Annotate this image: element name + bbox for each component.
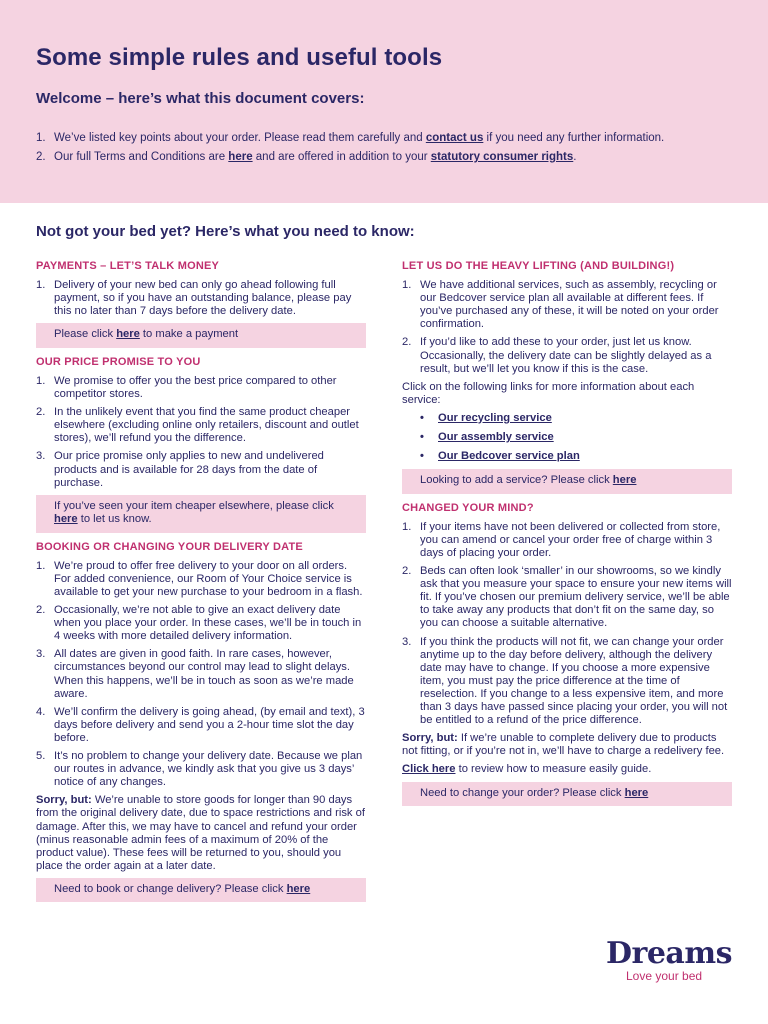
- payments-list: [36, 279, 366, 318]
- service-callout: Looking to add a service? Please click here: [402, 469, 732, 494]
- list-item: 1. We promise to offer you the best price compared to other competitor stores.: [36, 374, 337, 401]
- price-callout: If you’ve seen your item cheaper elsewhere, please click here to let us know.: [36, 495, 366, 533]
- price-here-link[interactable]: here: [54, 513, 78, 526]
- changed-mind-list: [402, 521, 732, 727]
- services-heading: LET US DO THE HEAVY LIFTING (AND BUILDING!): [402, 260, 675, 272]
- service-links: [420, 412, 732, 463]
- right-column: [402, 260, 732, 814]
- list-item: • Our recycling service: [420, 411, 552, 424]
- section-subheading: Not got your bed yet? Here’s what you need to know:: [36, 223, 415, 240]
- welcome-heading: Welcome – here’s what this document covers:: [36, 90, 365, 107]
- list-item: 1. If your items have not been delivered or collected from store, you can amend or cancel your order free of charge within 3 days of placing your order.: [402, 520, 721, 559]
- logo-tagline: Love your bed: [626, 969, 703, 983]
- list-item: 2. Occasionally, we’re not able to give an exact delivery date when you place your order. In these cases, we’ll be in touch in 4 weeks with more detailed delivery information.: [36, 604, 362, 643]
- changed-mind-heading: CHANGED YOUR MIND?: [402, 501, 534, 514]
- services-list: [402, 279, 732, 376]
- change-delivery-link[interactable]: here: [286, 882, 311, 895]
- change-order-callout: Need to change your order? Please click here: [402, 782, 732, 807]
- left-column: [36, 260, 366, 910]
- list-item: 3. All dates are given in good faith. In rare cases, however, circumstances beyond our control may lead to slight delays. When this happens, we’ll be in touch as soon as we’re made aware.: [36, 648, 354, 700]
- list-item: 3. Our price promise only applies to new and undelivered products and is available for 28 days from the date of purchase.: [36, 450, 324, 489]
- delivery-callout: Need to book or change delivery? Please click here: [36, 878, 366, 903]
- payment-callout: Please click here to make a payment: [36, 323, 366, 348]
- assembly-service-link[interactable]: Our assembly service: [438, 431, 554, 444]
- list-item: 3. If you think the products will not fit, we can change your order anytime up to the day before delivery, although the delivery date may have to change. If you choose a more expensive item, you must pay the price difference at the time of reselection. If you change to a less expensive item, and more than 3 days have passed since placing your order, you will not be entitled to a refund of the price difference.: [402, 635, 728, 727]
- list-item: 1. We’re proud to offer free delivery to your door on all orders. For added convenience, our Room of Your Choice service is available to get your new purchase to your bedroom in a flash.: [36, 559, 363, 598]
- contact-us-link[interactable]: contact us: [425, 132, 484, 144]
- list-item: 2. If you’d like to add these to your order, just let us know. Occasionally, the delivery date can be slightly delayed as a result, but we’ll let you know if this is the case.: [402, 336, 712, 375]
- list-item: 4. We’ll confirm the delivery is going ahead, (by email and text), 3 days before delivery and send you a 2-hour time slot the day before.: [36, 705, 365, 744]
- list-item: 2. Our full Terms and Conditions are here and are offered in addition to your statutory consumer rights.: [36, 151, 577, 163]
- dreams-logo: [606, 936, 736, 983]
- payments-heading: PAYMENTS – LET’S TALK MONEY: [36, 260, 220, 272]
- statutory-rights-link[interactable]: statutory consumer rights: [430, 151, 574, 163]
- page-title: Some simple rules and useful tools: [36, 44, 443, 71]
- change-order-link[interactable]: here: [624, 786, 649, 799]
- list-item: 5. It’s no problem to change your delivery date. Because we plan our routes in advance, we kindly ask that you give us 3 days’ notice of any changes.: [36, 750, 363, 789]
- make-payment-link[interactable]: here: [116, 328, 140, 341]
- list-item: 1. We’ve listed key points about your order. Please read them carefully and contact us if you need any further information.: [36, 132, 665, 144]
- services-intro: Click on the following links for more information about each service:: [402, 380, 695, 406]
- recycling-service-link[interactable]: Our recycling service: [438, 411, 552, 424]
- price-promise-heading: OUR PRICE PROMISE TO YOU: [36, 355, 201, 368]
- bedcover-plan-link[interactable]: Our Bedcover service plan: [438, 450, 580, 463]
- terms-link[interactable]: here: [228, 151, 253, 163]
- list-item: • Our assembly service: [420, 431, 554, 444]
- logo-wordmark: Dreams: [606, 936, 732, 971]
- measure-guide-link[interactable]: Click here: [402, 763, 456, 776]
- measure-guide-note: Click here to review how to measure easily guide.: [402, 763, 652, 776]
- price-promise-list: [36, 375, 366, 490]
- storage-note: Sorry, but: We’re unable to store goods for longer than 90 days from the original delivery date, due to space restrictions and risk of damage. After this, we may have to cancel and refund your order (minus reasonable admin fees of a maximum of 20% of the product value). These fees will be returned to you, should you place the order again at a later date.: [36, 794, 365, 872]
- list-item: 2. Beds can often look ‘smaller’ in our showrooms, so we kindly ask that you measure your space to ensure your new items will fit. If you’ve chosen our premium delivery service, we’ll be able to take away any products that don’t fit on the same day, so you can choose a suitable alternative.: [402, 565, 732, 630]
- booking-list: [36, 560, 366, 790]
- list-item: 2. In the unlikely event that you find the same product cheaper elsewhere (excluding online only retailers, discount and outlet stores), we’ll refund you the difference.: [36, 406, 359, 445]
- list-item: 1. Delivery of your new bed can only go ahead following full payment, so if you have an outstanding balance, please pay this no later than 7 days before the delivery date.: [36, 279, 352, 318]
- add-service-link[interactable]: here: [612, 474, 637, 487]
- list-item: 1. We have additional services, such as assembly, recycling or our Bedcover service plan all available at different fees. If you’ve purchased any of these, it will be noted on your order confirmation.: [402, 279, 719, 331]
- redelivery-note: Sorry, but: If we’re unable to complete delivery due to products not fitting, or if you’re not in, we’ll have to charge a redelivery fee.: [402, 732, 725, 758]
- intro-list: [36, 129, 736, 167]
- list-item: • Our Bedcover service plan: [420, 450, 580, 463]
- booking-heading: BOOKING OR CHANGING YOUR DELIVERY DATE: [36, 540, 303, 553]
